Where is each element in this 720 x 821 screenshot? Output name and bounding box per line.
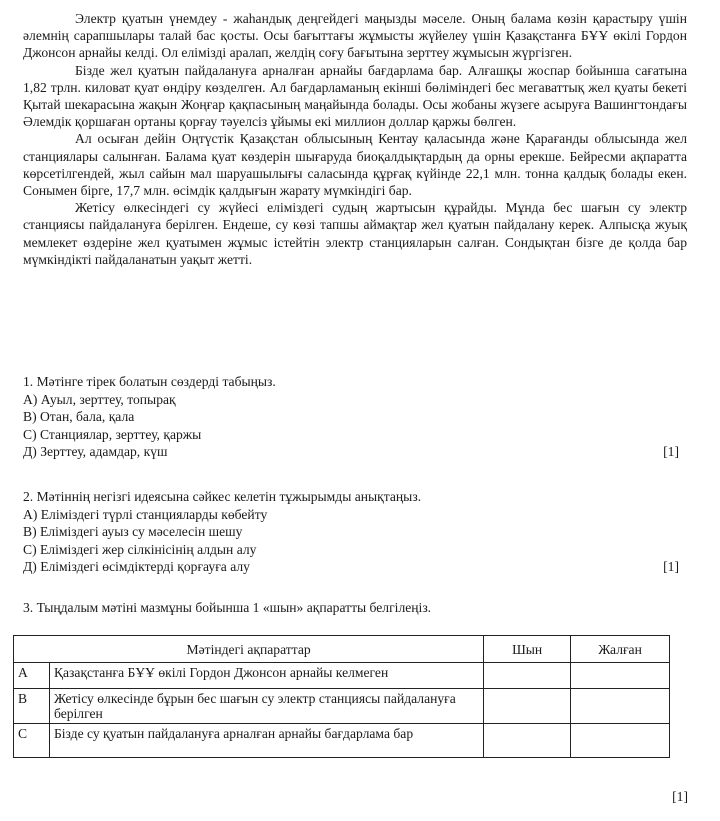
passage-paragraph: Бізде жел қуатын пайдалануға арналған арнайы бағдарлама бар. Алғашқы жоспар бойынша сағатына 1,82 трлн. киловат қуат өндіру көзделген. Ал бағдарламаның екінші бөліміндегі бес мегаваттық жел қуаты бекеті Қытай шекарасына жақын Жоңғар қақпасының маңайында болады. Осы жобаны жүзеге асыруға Вашингтондағы Әлемдік қоршаған ортаны қорғау тәуелсіз ұйымы екі миллион доллар қаржы бөлген. xyxy=(23,62,687,130)
table-row xyxy=(14,689,670,724)
answer-option[interactable]: Д) Еліміздегі өсімдіктерді қорғауға алу xyxy=(23,559,250,575)
true-cell[interactable] xyxy=(484,724,571,758)
row-letter: С xyxy=(14,724,50,758)
question-prompt: 2. Мәтіннің негізгі идеясына сәйкес келетін тұжырымды анықтаңыз. xyxy=(23,489,422,504)
answer-option[interactable]: А) Ауыл, зерттеу, топырақ xyxy=(23,391,176,407)
true-false-table xyxy=(13,635,670,758)
column-header-true: Шын xyxy=(484,636,571,663)
question-2 xyxy=(23,488,687,576)
reading-passage xyxy=(23,10,687,268)
score-mark: [1] xyxy=(672,789,688,804)
table-header-row xyxy=(14,636,670,663)
table-row xyxy=(14,724,670,758)
table-row xyxy=(14,663,670,689)
question-3-prompt: 3. Тыңдалым мәтіні мазмұны бойынша 1 «шын» ақпаратты белгілеңіз. xyxy=(23,600,432,615)
true-cell[interactable] xyxy=(484,689,571,724)
score-mark: [1] xyxy=(663,444,679,460)
column-header-info: Мәтіндегі ақпараттар xyxy=(14,636,484,663)
answer-option[interactable]: В) Еліміздегі ауыз су мәселесін шешу xyxy=(23,524,243,540)
answer-option[interactable]: Д) Зерттеу, адамдар, күш xyxy=(23,444,168,460)
column-header-false: Жалған xyxy=(571,636,670,663)
row-statement: Қазақстанға БҰҰ өкілі Гордон Джонсон арнайы келмеген xyxy=(49,663,483,689)
answer-option-with-mark xyxy=(23,443,687,461)
answer-option[interactable]: В) Отан, бала, қала xyxy=(23,409,135,425)
answer-option-with-mark xyxy=(23,558,687,576)
passage-paragraph: Ал осыған дейін Оңтүстік Қазақстан облысының Кентау қаласында және Қарағанды облысында жел станциялары салынған. Балама қуат көздерін шығаруда биоқалдықтардың да орны ерекше. Бейресми ақпаратта көрсетілгендей, жыл сайын мал шаруашылығы саласында құрғақ күйінде 22,1 млн. тонна қалдық болады екен. Сонымен бірге, 17,7 млн. өсімдік қалдығын жарату мүмкіндігі бар. xyxy=(23,131,687,199)
passage-paragraph: Жетісу өлкесіндегі су жүйесі еліміздегі судың жартысын құрайды. Мұнда бес шағын су электр станциясы пайдалануға берілген. Ендеше, су көзі тапшы аймақтар жел қуатын пайдалану керек. Алпысқа жуық мемлекет өздеріне жел қуатымен жұмыс істейтін электр станцияларын салған. Сондықтан бізге де қолда бар мүмкіндікті пайдаланатын уақыт жетті. xyxy=(23,200,687,267)
question-1 xyxy=(23,373,687,461)
row-letter: В xyxy=(14,689,50,724)
true-cell[interactable] xyxy=(484,663,571,689)
false-cell[interactable] xyxy=(571,689,670,724)
row-letter: А xyxy=(14,663,50,689)
row-statement: Жетісу өлкесінде бұрын бес шағын су электр станциясы пайдалануға берілген xyxy=(49,689,483,724)
answer-option[interactable]: С) Станциялар, зерттеу, қаржы xyxy=(23,426,202,442)
question-prompt: 1. Мәтінге тірек болатын сөздерді табыңыз. xyxy=(23,374,276,389)
false-cell[interactable] xyxy=(571,724,670,758)
answer-option[interactable]: С) Еліміздегі жер сілкінісінің алдын алу xyxy=(23,541,257,557)
false-cell[interactable] xyxy=(571,663,670,689)
row-statement: Бізде су қуатын пайдалануға арналған арнайы бағдарлама бар xyxy=(49,724,483,758)
passage-paragraph: Электр қуатын үнемдеу - жаһандық деңгейдегі маңызды мәселе. Оның балама көзін қарастыру үшін әлемнің сарапшылары талай бас қосты. Осы бағыттағы жұмысты жүйелеу үшін Қазақстанға БҰҰ өкілі Гордон Джонсон арнайы келді. Ол елімізді аралап, желдің соғу бағытына зерттеу жұмысын жүргізген. xyxy=(23,11,687,61)
score-mark: [1] xyxy=(663,559,679,575)
answer-option[interactable]: А) Еліміздегі түрлі станцияларды көбейту xyxy=(23,506,268,522)
